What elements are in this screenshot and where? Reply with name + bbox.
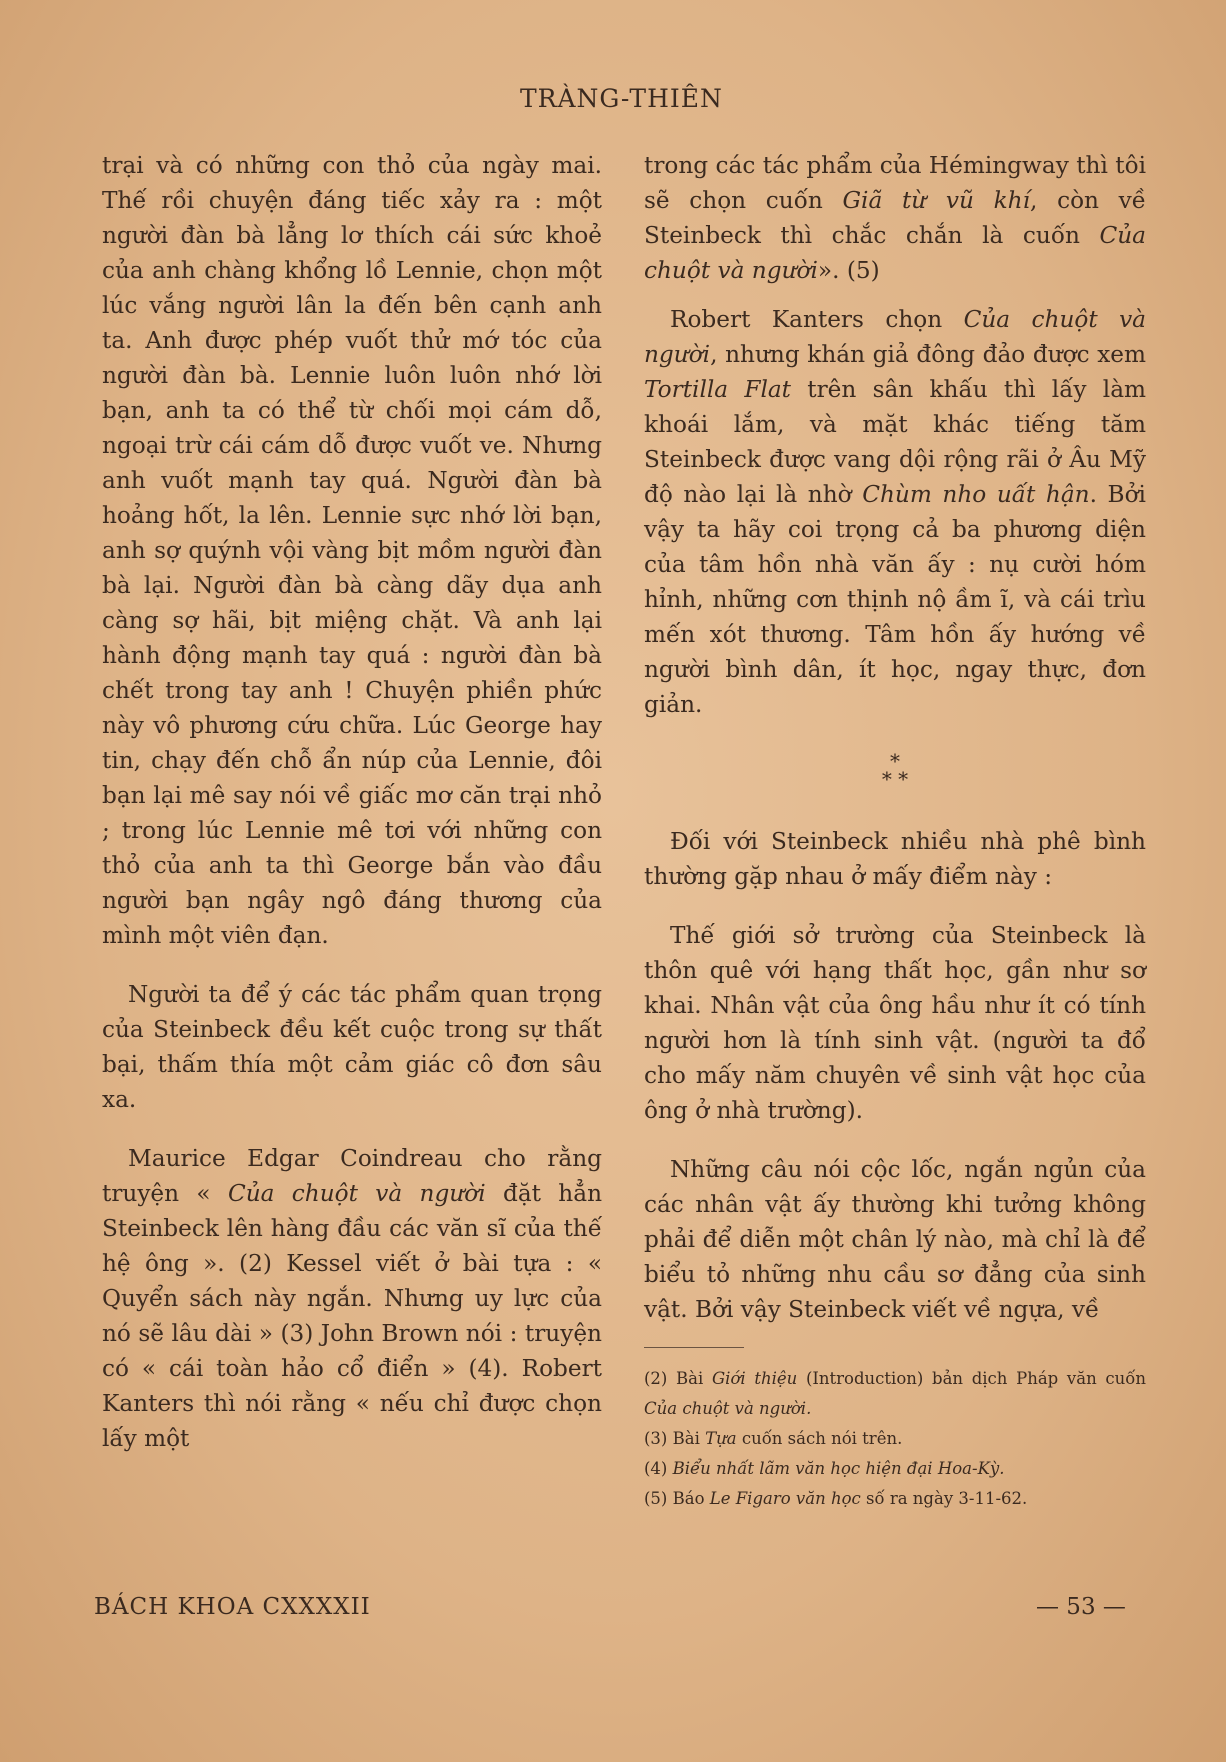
fn2-title-2: Của chuột và người. (644, 1399, 812, 1418)
fn4-text-a: (4) (644, 1459, 673, 1478)
fn3-title: Tựa (705, 1429, 737, 1448)
right-p2-text-a: Robert Kanters chọn (670, 306, 964, 333)
footnote-rule (644, 1347, 744, 1348)
left-p3-text-b: đặt hẳn Steinbeck lên hàng đầu các văn sĩ của thế hệ ông ». (2) Kessel viết ở bài tựa : « Quyển sách này ngắn. Nhưng uy lực của nó sẽ lâu dài » (3) John Brown nói : truyện có « cái toàn hảo cổ điển » (4). Robert Kanters thì nói rằng « nếu chỉ được chọn lấy một (102, 1180, 602, 1452)
right-paragraph-2 (644, 302, 1146, 722)
separator-stars: * * * (881, 749, 909, 791)
right-p2-title-2: Tortilla Flat (644, 376, 792, 403)
fn2-text-a: (2) Bài (644, 1369, 712, 1388)
left-paragraph-1: trại và có những con thỏ của ngày mai. Thế rồi chuyện đáng tiếc xảy ra : một người đàn bà lẳng lơ thích cái sức khoẻ của anh chàng khổng lồ Lennie, chọn một lúc vắng người lân la đến bên cạnh anh ta. Anh được phép vuốt thử mớ tóc của người đàn bà. Lennie luôn luôn nhớ lời bạn, anh ta có thể từ chối mọi cám dỗ, ngoại trừ cái cám dỗ được vuốt ve. Nhưng anh vuốt mạnh tay quá. Người đàn bà hoảng hốt, la lên. Lennie sực nhớ lời bạn, anh sợ quýnh vội vàng bịt mồm người đàn bà lại. Người đàn bà càng dãy dụa anh càng sợ hãi, bịt miệng chặt. Và anh lại hành động mạnh tay quá : người đàn bà chết trong tay anh ! Chuyện phiền phức này vô phương cứu chữa. Lúc George hay tin, chạy đến chỗ ẩn núp của Lennie, đôi bạn lại mê say nói về giấc mơ căn trại nhỏ ; trong lúc Lennie mê tơi với những con thỏ của anh ta thì George bắn vào đầu người bạn ngây ngô đáng thương của mình một viên đạn. (102, 152, 602, 949)
fn3-text-b: cuốn sách nói trên. (736, 1429, 903, 1448)
right-p2-title-1: Của chuột và người (644, 306, 1147, 368)
right-p2-title-3: Chùm nho uất hận (862, 481, 1090, 508)
right-paragraph-5: Những câu nói cộc lốc, ngắn ngủn của các nhân vật ấy thường khi tưởng không phải để diễn một chân lý nào, mà chỉ là để biểu tỏ những nhu cầu sơ đẳng của sinh vật. Bởi vậy Steinbeck viết về ngựa, về (644, 1156, 1146, 1323)
left-p3-book-title: Của chuột và người (227, 1180, 486, 1207)
left-p3-text-a: Maurice Edgar Coindreau cho rằng truyện « (102, 1145, 602, 1207)
right-p2-text-c: trên sân khấu thì lấy làm khoái lắm, và mặt khác tiếng tăm Steinbeck được vang dội rộng rãi ở Âu Mỹ độ nào lại là nhờ (644, 376, 1147, 508)
section-separator (644, 749, 1146, 791)
fn4-title: Biểu nhất lãm văn học hiện đại Hoa-Kỳ. (672, 1459, 1005, 1478)
fn3-text-a: (3) Bài (644, 1429, 706, 1448)
right-p2-text-d: . Bởi vậy ta hãy coi trọng cả ba phương diện của tâm hồn nhà văn ấy : nụ cười hóm hỉnh, những cơn thịnh nộ ầm ĩ, và cái trìu mến xót thương. Tâm hồn ấy hướng về người bình dân, ít học, ngay thực, đơn giản. (644, 481, 1146, 718)
page-number: — 53 — (1036, 1594, 1126, 1620)
fn2-text-b: (Introduction) bản dịch Pháp văn cuốn (797, 1369, 1146, 1388)
left-paragraph-3 (102, 1141, 602, 1456)
right-column (644, 148, 1146, 1514)
left-paragraph-2: Người ta để ý các tác phẩm quan trọng của Steinbeck đều kết cuộc trong sự thất bại, thấm thía một cảm giác cô đơn sâu xa. (102, 981, 602, 1113)
right-p2-text-b: , nhưng khán giả đông đảo được xem (710, 341, 1146, 368)
footnote-5 (644, 1484, 1146, 1514)
journal-footer: BÁCH KHOA CXXXXII (94, 1594, 371, 1620)
right-p1-text-c: ». (5) (817, 257, 880, 284)
footnote-4 (644, 1454, 1146, 1484)
right-paragraph-1 (644, 148, 1146, 288)
footnote-2 (644, 1364, 1146, 1424)
fn5-text-a: (5) Báo (644, 1489, 710, 1508)
running-head: TRÀNG-THIÊN (520, 84, 723, 113)
right-p1-text-b: , còn về Steinbeck thì chắc chắn là cuốn (644, 187, 1147, 249)
right-paragraph-4: Thế giới sở trường của Steinbeck là thôn quê với hạng thất học, gần như sơ khai. Nhân vật của ông hầu như ít có tính người hơn là tính sinh vật. (người ta đổ cho mấy năm chuyên về sinh vật học của ông ở nhà trường). (644, 922, 1146, 1124)
right-paragraph-3: Đối với Steinbeck nhiều nhà phê bình thường gặp nhau ở mấy điểm này : (644, 828, 1146, 890)
right-p1-text-a: trong các tác phẩm của Hémingway thì tôi sẽ chọn cuốn (644, 152, 1146, 214)
fn5-title: Le Figaro văn học (709, 1489, 861, 1508)
right-p1-title-2: Của chuột và người (644, 222, 1146, 284)
right-p1-title-1: Giã từ vũ khí (842, 187, 1031, 214)
fn5-text-b: số ra ngày 3-11-62. (860, 1489, 1028, 1508)
left-column (102, 148, 602, 1456)
footnote-3 (644, 1424, 1146, 1454)
fn2-title: Giới thiệu (711, 1369, 798, 1388)
